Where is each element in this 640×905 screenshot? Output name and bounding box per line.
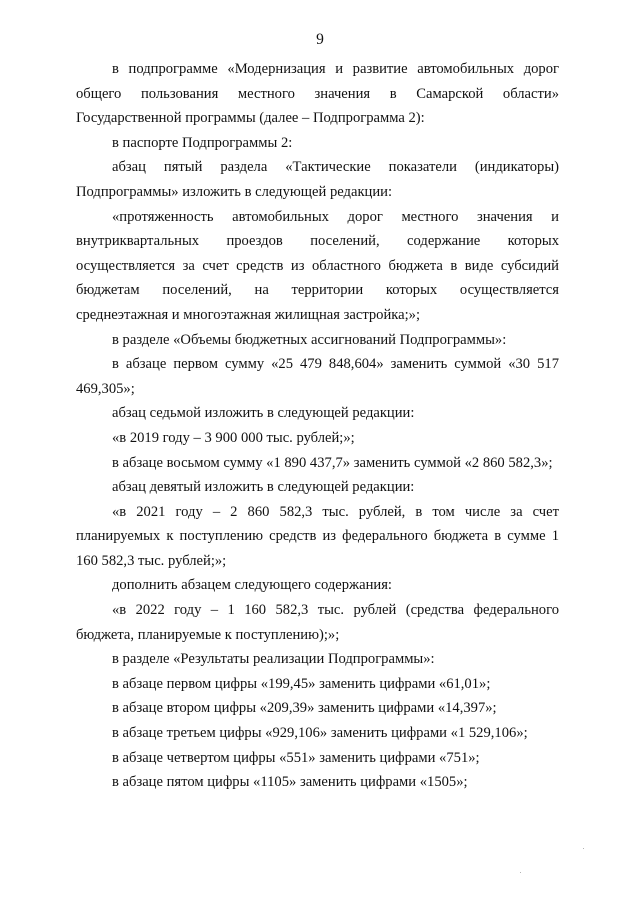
- document-body: [76, 57, 559, 795]
- paragraph: абзац седьмой изложить в следующей редакции:: [112, 405, 415, 422]
- scan-speck: [520, 872, 521, 873]
- page-number: 9: [316, 31, 324, 48]
- paragraph: в абзаце первом цифры «199,45» заменить цифрами «61,01»;: [112, 675, 491, 692]
- paragraph: дополнить абзацем следующего содержания:: [112, 577, 392, 594]
- paragraph: в подпрограмме «Модернизация и развитие автомобильных дорог общего пользования местного значения в Самарской области» Государственной программы (далее – Подпрограмма 2):: [76, 61, 559, 127]
- paragraph: в паспорте Подпрограммы 2:: [112, 134, 293, 151]
- paragraph: «в 2021 году – 2 860 582,3 тыс. рублей, в том числе за счет планируемых к поступлению средств из федерального бюджета в сумме 1 160 582,3 тыс. рублей;»;: [76, 503, 559, 569]
- paragraph: абзац пятый раздела «Тактические показатели (индикаторы) Подпрограммы» изложить в следующей редакции:: [76, 159, 559, 200]
- paragraph: в разделе «Объемы бюджетных ассигнований Подпрограммы»:: [112, 331, 507, 348]
- paragraph: «протяженность автомобильных дорог местного значения и внутриквартальных проездов поселений, содержание которых осуществляется за счет средств из областного бюджета в виде субсидий бюджетам поселений, на территории которых осуществляется среднеэтажная и многоэтажная жилищная застройка;»;: [76, 208, 559, 323]
- paragraph: «в 2022 году – 1 160 582,3 тыс. рублей (средства федерального бюджета, планируемые к поступлению);»;: [76, 602, 559, 643]
- paragraph: в разделе «Результаты реализации Подпрограммы»:: [112, 651, 435, 668]
- paragraph: абзац девятый изложить в следующей редакции:: [112, 479, 415, 496]
- paragraph: в абзаце втором цифры «209,39» заменить цифрами «14,397»;: [112, 700, 497, 717]
- paragraph: в абзаце первом сумму «25 479 848,604» заменить суммой «30 517 469,305»;: [76, 356, 559, 397]
- paragraph: «в 2019 году – 3 900 000 тыс. рублей;»;: [112, 429, 355, 446]
- paragraph: в абзаце четвертом цифры «551» заменить цифрами «751»;: [112, 749, 480, 766]
- paragraph: в абзаце пятом цифры «1105» заменить цифрами «1505»;: [112, 774, 468, 791]
- scan-speck: [583, 848, 584, 849]
- paragraph: в абзаце третьем цифры «929,106» заменить цифрами «1 529,106»;: [112, 725, 528, 742]
- paragraph: в абзаце восьмом сумму «1 890 437,7» заменить суммой «2 860 582,3»;: [112, 454, 553, 471]
